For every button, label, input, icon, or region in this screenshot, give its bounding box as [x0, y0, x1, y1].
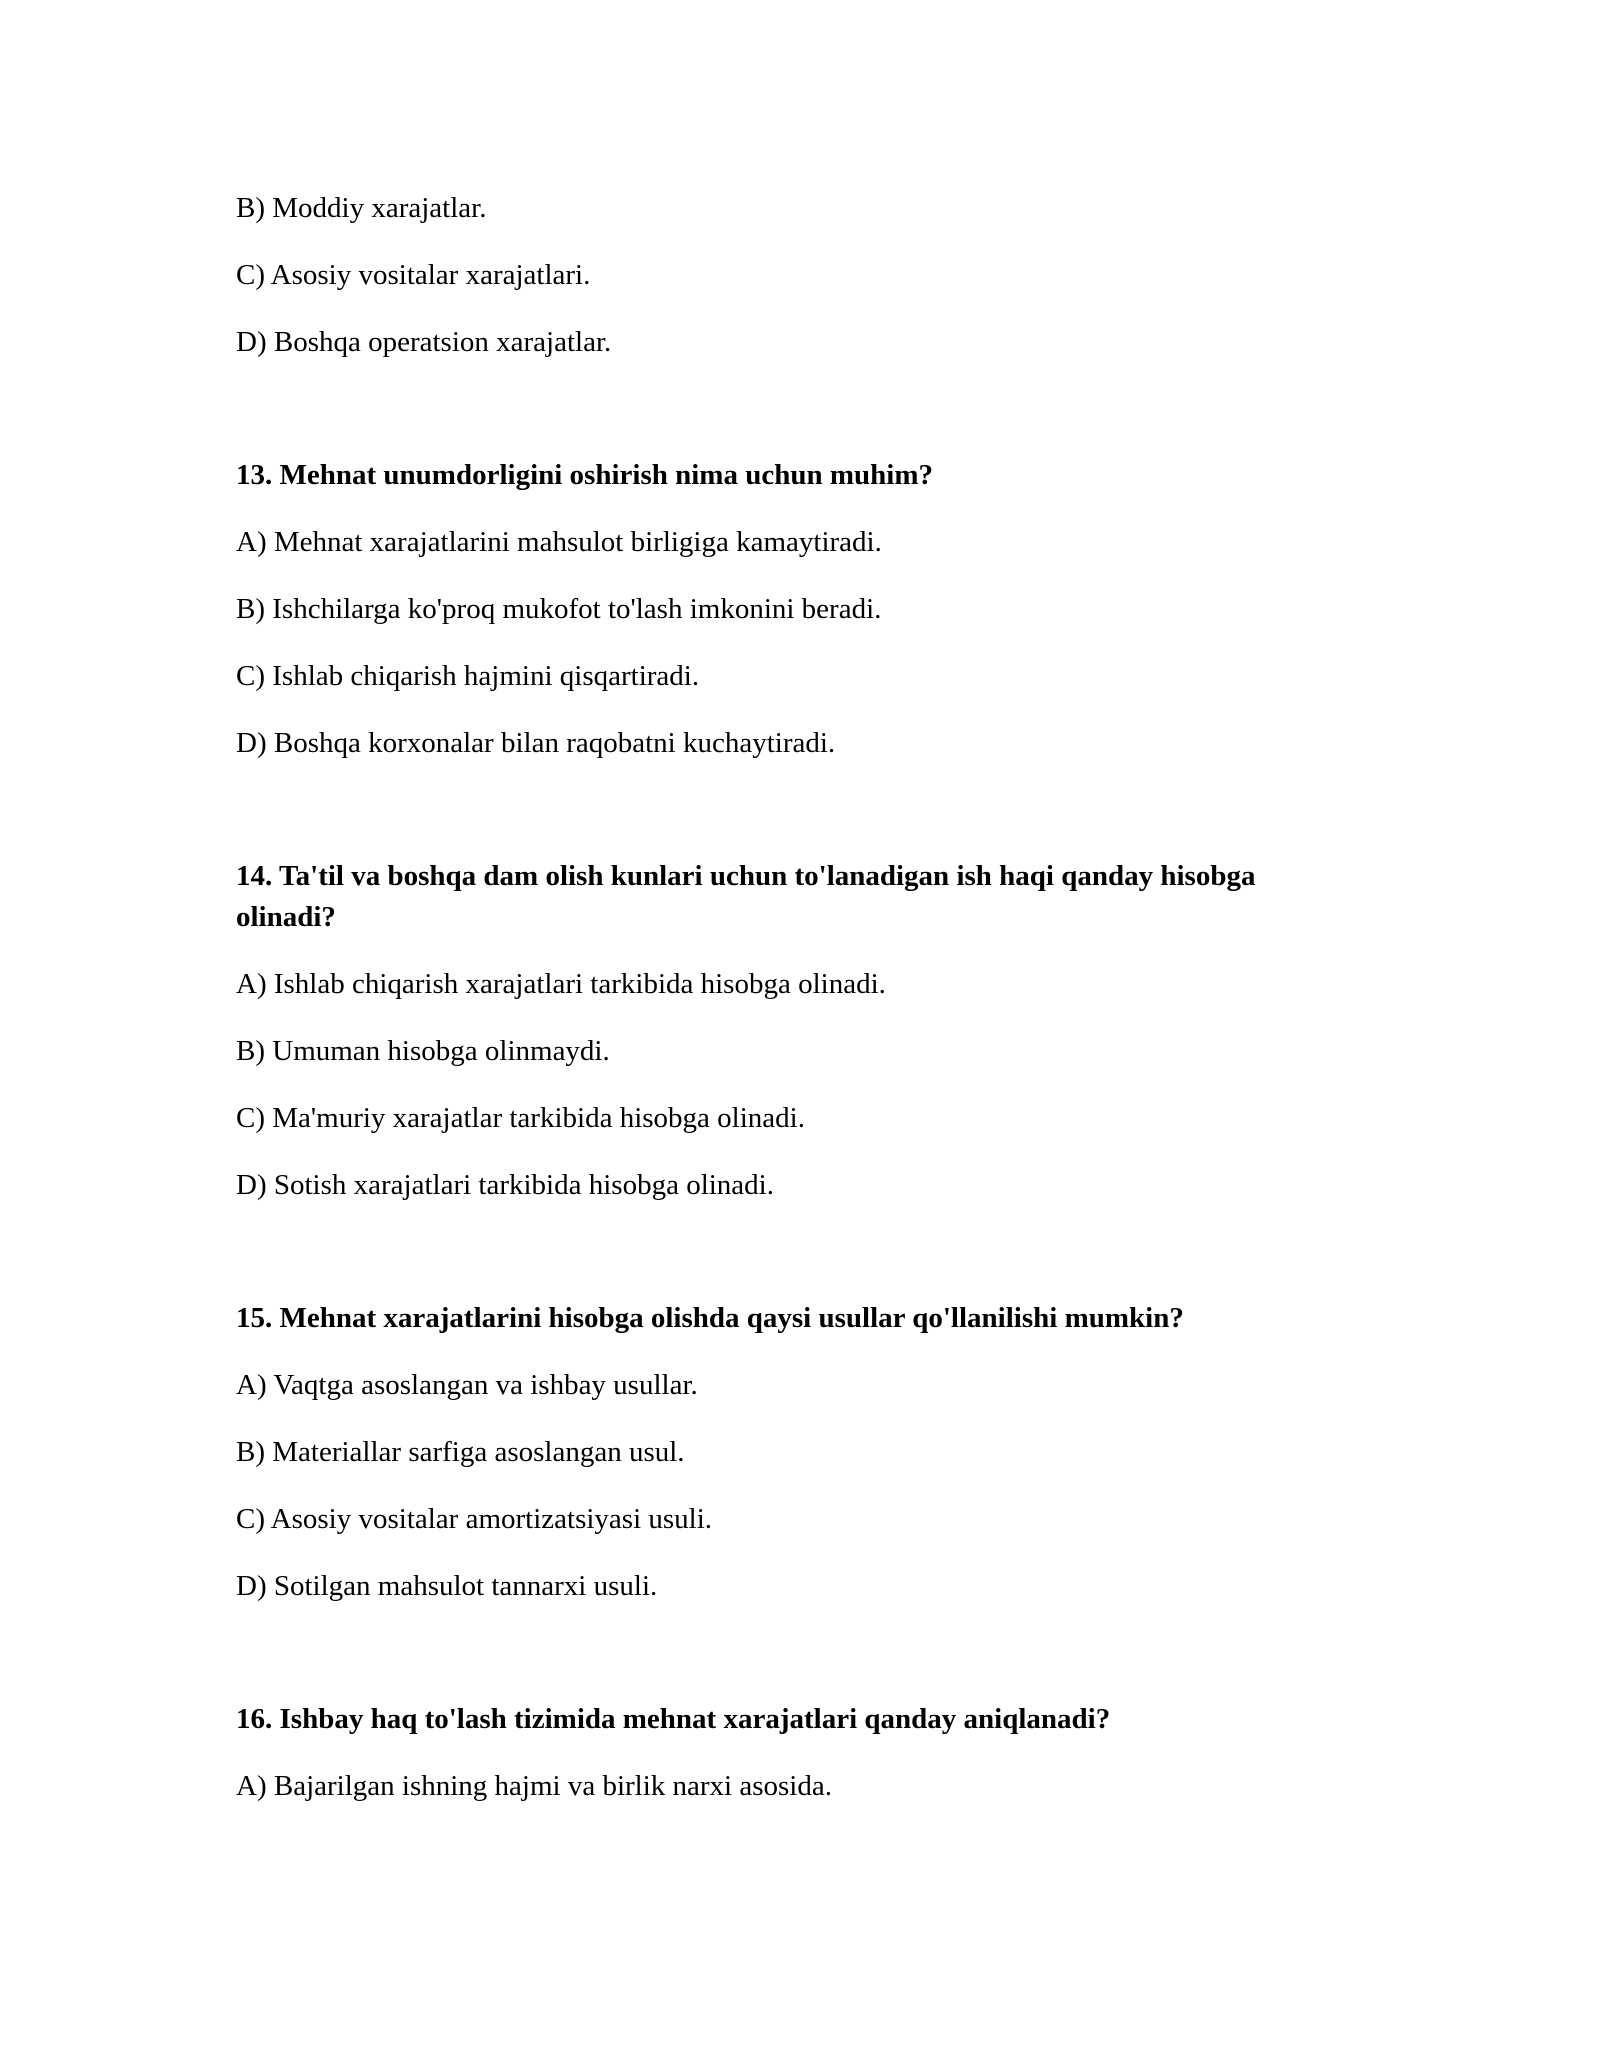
- option-14-a: A) Ishlab chiqarish xarajatlari tarkibida hisobga olinadi.: [236, 968, 886, 1000]
- option-15-d: D) Sotilgan mahsulot tannarxi usuli.: [236, 1570, 658, 1602]
- question-13: 13. Mehnat unumdorligini oshirish nima uchun muhim?: [236, 459, 933, 491]
- question-14-line2: olinadi?: [236, 901, 336, 933]
- option-14-b: B) Umuman hisobga olinmaydi.: [236, 1035, 610, 1067]
- option-12-b: B) Moddiy xarajatlar.: [236, 192, 487, 224]
- question-15: 15. Mehnat xarajatlarini hisobga olishda qaysi usullar qo'llanilishi mumkin?: [236, 1302, 1184, 1334]
- option-13-c: C) Ishlab chiqarish hajmini qisqartiradi.: [236, 660, 700, 692]
- option-13-b: B) Ishchilarga ko'proq mukofot to'lash imkonini beradi.: [236, 593, 882, 625]
- option-13-d: D) Boshqa korxonalar bilan raqobatni kuchaytiradi.: [236, 727, 836, 759]
- question-16: 16. Ishbay haq to'lash tizimida mehnat xarajatlari qanday aniqlanadi?: [236, 1703, 1111, 1735]
- option-12-d: D) Boshqa operatsion xarajatlar.: [236, 326, 612, 358]
- option-16-a: A) Bajarilgan ishning hajmi va birlik narxi asosida.: [236, 1770, 832, 1802]
- option-13-a: A) Mehnat xarajatlarini mahsulot birligiga kamaytiradi.: [236, 526, 882, 558]
- option-15-c: C) Asosiy vositalar amortizatsiyasi usuli.: [236, 1503, 713, 1535]
- option-14-c: C) Ma'muriy xarajatlar tarkibida hisobga olinadi.: [236, 1102, 805, 1134]
- option-12-c: C) Asosiy vositalar xarajatlari.: [236, 259, 591, 291]
- question-14-line1: 14. Ta'til va boshqa dam olish kunlari uchun to'lanadigan ish haqi qanday hisobga: [236, 860, 1256, 892]
- option-15-a: A) Vaqtga asoslangan va ishbay usullar.: [236, 1369, 698, 1401]
- option-14-d: D) Sotish xarajatlari tarkibida hisobga olinadi.: [236, 1169, 774, 1201]
- option-15-b: B) Materiallar sarfiga asoslangan usul.: [236, 1436, 685, 1468]
